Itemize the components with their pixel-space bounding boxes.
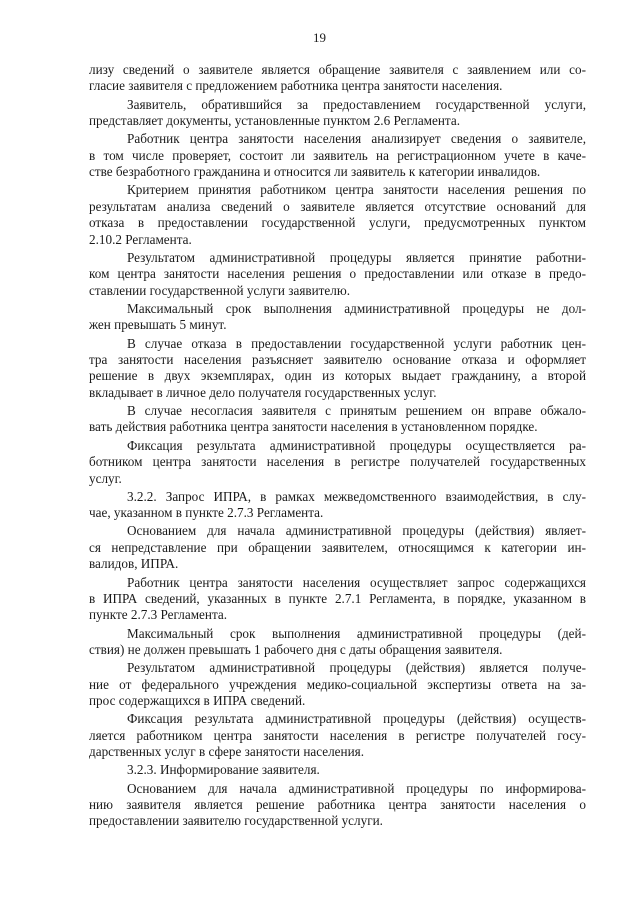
text-line: отказа в предоставлении государственной услуги, предусмотренных пунктом [89, 215, 586, 231]
text-line: предоставлении заявителю государственной услуги. [89, 813, 383, 829]
text-line: прос содержащихся в ИПРА сведений. [89, 693, 306, 709]
text-line: Фиксация результата административной процедуры осуществляется ра- [127, 437, 586, 453]
paragraph [89, 626, 586, 659]
text-line: решение в двух экземплярах, один из которых выдает гражданину, а второй [89, 368, 586, 384]
paragraph [89, 336, 586, 402]
text-line: Основанием для начала административной процедуры (действия) являет- [127, 523, 586, 539]
paragraph [89, 182, 586, 248]
paragraph [89, 711, 586, 760]
text-line: жен превышать 5 минут. [89, 317, 227, 333]
text-line: Критерием принятия работником центра занятости населения решения по [127, 182, 586, 198]
paragraph [89, 403, 586, 436]
text-line: гласие заявителя с предложением работника центра занятости населения. [89, 78, 503, 94]
paragraph [89, 781, 586, 830]
text-line: ком центра занятости населения решения о предоставлении или отказе в предо- [89, 266, 586, 282]
page-number: 19 [313, 30, 326, 45]
text-line: Заявитель, обратившийся за предоставлением государственной услуги, [127, 96, 586, 112]
text-line: нию заявителя является решение работника центра занятости населения о [89, 797, 586, 813]
text-line: Работник центра занятости населения анализирует сведения о заявителе, [127, 131, 586, 147]
text-line: ботником центра занятости населения в регистре получателей государственных [89, 454, 586, 470]
text-line: пункте 2.7.3 Регламента. [89, 607, 228, 623]
text-line: ние от федерального учреждения медико-социальной экспертизы ответа на за- [89, 676, 586, 692]
body-text [89, 62, 586, 832]
text-line: В случае отказа в предоставлении государственной услуги работник цен- [127, 335, 586, 351]
paragraph [89, 131, 586, 180]
text-line: 3.2.3. Информирование заявителя. [127, 762, 320, 778]
text-line: в том числе проверяет, состоит ли заявитель на регистрационном учете в каче- [89, 147, 586, 163]
text-line: тра занятости населения разъясняет заявителю основание отказа и оформляет [89, 351, 586, 367]
text-line: вкладывает в личное дело получателя государственных услуг. [89, 384, 437, 400]
text-line: ствия) не должен превышать 1 рабочего дня с даты обращения заявителя. [89, 641, 503, 657]
text-line: В случае несогласия заявителя с принятым решением он вправе обжало- [127, 403, 586, 419]
paragraph [89, 575, 586, 624]
text-line: валидов, ИПРА. [89, 556, 179, 572]
paragraph [89, 762, 586, 778]
paragraph [89, 438, 586, 487]
text-line: услуг. [89, 470, 122, 486]
paragraph [89, 62, 586, 95]
paragraph [89, 660, 586, 709]
text-line: Результатом административной процедуры является принятие работни- [127, 249, 586, 265]
text-line: Результатом административной процедуры (действия) является получе- [127, 660, 586, 676]
text-line: ся непредставление при обращении заявителем, относящимся к категории ин- [89, 539, 586, 555]
text-line: Максимальный срок выполнения административной процедуры (дей- [127, 625, 586, 641]
paragraph [89, 97, 586, 130]
text-line: вать действия работника центра занятости населения в установленном порядке. [89, 419, 538, 435]
text-line: лизу сведений о заявителе является обращение заявителя с заявлением или со- [89, 62, 586, 77]
paragraph [89, 250, 586, 299]
text-line: ставлении государственной услуги заявителю. [89, 282, 351, 298]
paragraph [89, 489, 586, 522]
text-line: результатам анализа сведений о заявителе является отсутствие оснований для [89, 198, 586, 214]
paragraph [89, 523, 586, 572]
text-line: Работник центра занятости населения осуществляет запрос содержащихся [127, 574, 586, 590]
paragraph [89, 301, 586, 334]
text-line: дарственных услуг в сфере занятости населения. [89, 744, 365, 760]
text-line: ляется работником центра занятости населения в регистре получателей госу- [89, 727, 586, 743]
text-line: стве безработного гражданина и относится ли заявитель к категории инвалидов. [89, 164, 541, 180]
text-line: Основанием для начала административной процедуры по информирова- [127, 780, 586, 796]
text-line: чае, указанном в пункте 2.7.3 Регламента. [89, 505, 324, 521]
text-line: Фиксация результата административной процедуры (действия) осуществ- [127, 711, 586, 727]
text-line: представляет документы, установленные пунктом 2.6 Регламента. [89, 113, 460, 129]
text-line: 2.10.2 Регламента. [89, 231, 192, 247]
text-line: в ИПРА сведений, указанных в пункте 2.7.1 Регламента, в порядке, указанном в [89, 590, 586, 606]
text-line: 3.2.2. Запрос ИПРА, в рамках межведомственного взаимодействия, в слу- [127, 488, 586, 504]
text-line: Максимальный срок выполнения административной процедуры не дол- [127, 300, 586, 316]
